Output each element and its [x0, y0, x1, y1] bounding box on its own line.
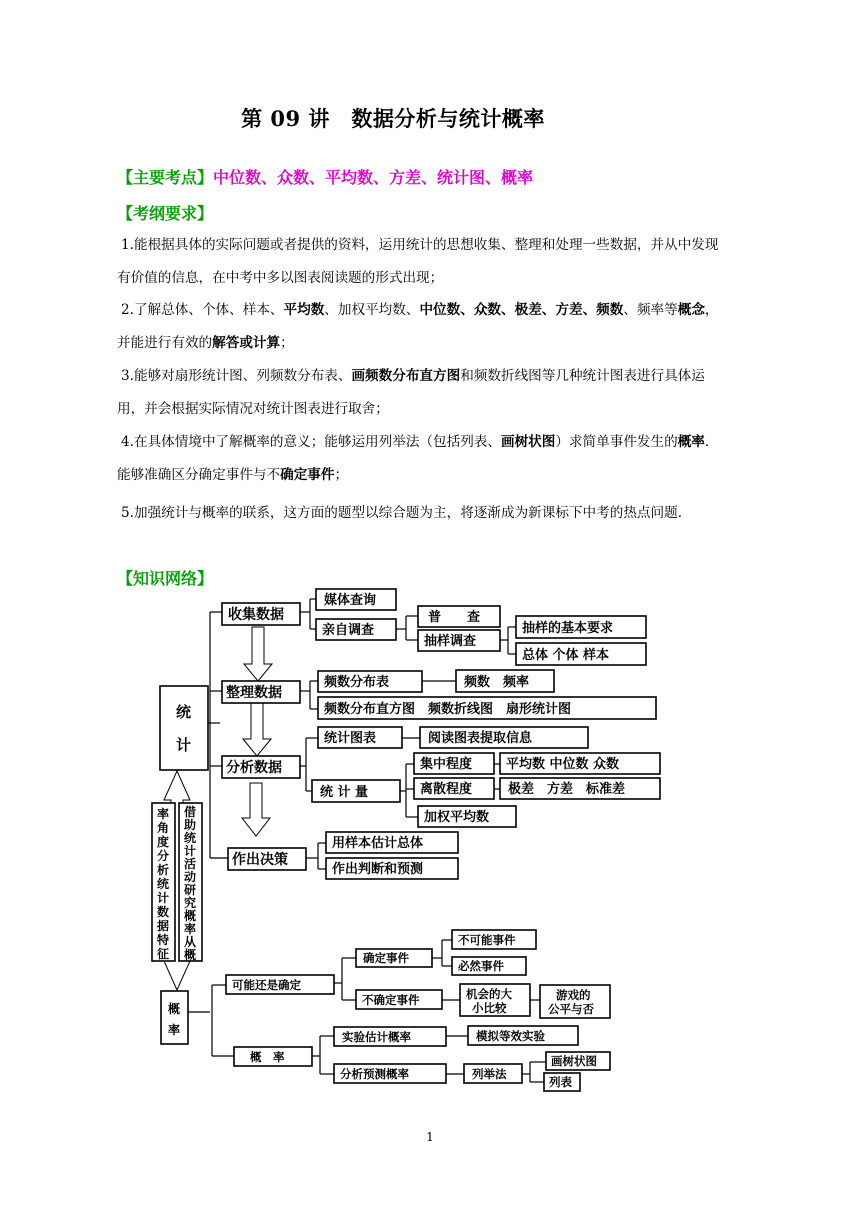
- node-freq-rate: [456, 670, 554, 692]
- central-label: 集中程度: [420, 757, 473, 772]
- certain-event-label: 确定事件: [363, 951, 409, 965]
- node-charts: [318, 697, 656, 719]
- exp-est-label: 实验估计概率: [342, 1030, 411, 1044]
- node-dispersion: [414, 778, 494, 799]
- req2-bold: 解答或计算: [212, 334, 281, 351]
- vchar: 概: [184, 909, 197, 923]
- analyze-pred-label: 分析预测概率: [340, 1067, 409, 1081]
- node-organize: [222, 681, 300, 703]
- vchar: 特: [157, 933, 170, 947]
- requirements-label: 【考纲要求】: [117, 204, 214, 223]
- tree-label: 画树状图: [551, 1054, 597, 1068]
- read-chart-label: 阅读图表提取信息: [428, 731, 533, 746]
- req2-text: ， 并能进行有效的: [117, 302, 726, 351]
- media-label: 媒体查询: [324, 593, 377, 608]
- impossible-label: 不可能事件: [458, 933, 516, 947]
- node-prob-label: [234, 1047, 312, 1066]
- node-impossible: [452, 930, 536, 949]
- node-chance: [460, 984, 530, 1016]
- req4-bold: 概率: [677, 434, 705, 450]
- stat-char: 统: [176, 703, 192, 721]
- req2-bold: 概念: [677, 302, 705, 318]
- vchar: 率: [157, 807, 170, 821]
- node-estimate: [326, 832, 458, 853]
- req4-bold: 确定事件: [280, 466, 335, 483]
- sampling-req-label: 抽样的基本要求: [522, 621, 614, 636]
- population-label: 总体 个体 样本: [522, 648, 610, 663]
- prob-label-text: 概 率: [250, 1050, 285, 1064]
- stat-qty-label: 统 计 量: [320, 785, 369, 800]
- node-analyze-pred: [334, 1064, 446, 1083]
- inevitable-label: 必然事件: [458, 959, 504, 973]
- vchar: 角: [157, 821, 170, 835]
- list-label: 列表: [549, 1075, 572, 1089]
- node-decide: [228, 848, 306, 870]
- node-population: [516, 643, 646, 665]
- right-vertical-note: [179, 803, 202, 962]
- vchar: 统: [184, 831, 197, 845]
- node-census: [418, 606, 500, 627]
- vchar: 分: [157, 849, 170, 863]
- page-number: 1: [426, 1130, 434, 1144]
- req2-bold: 中位数、众数、极差、方差、频数: [419, 302, 624, 318]
- node-spreads: [500, 778, 660, 799]
- req3-bold: 画频数分布直方图: [351, 368, 461, 384]
- node-possible: [226, 975, 334, 994]
- node-read-chart: [420, 727, 588, 748]
- stat-char: 计: [176, 736, 192, 754]
- node-media: [316, 589, 396, 610]
- requirement-1: 1.能根据具体的实际问题或者提供的资料，运用统计的思想收集、整理和处理一些数据，并从中发现有价值的信息，在中考中多以图表阅读题的形式出现；: [117, 237, 719, 286]
- req4-text: 4.在具体情境中了解概率的意义；能够运用列举法（包括列表、: [121, 434, 501, 450]
- vchar: 度: [157, 835, 170, 849]
- vchar: 征: [157, 947, 170, 961]
- estimate-label: 用样本估计总体: [332, 836, 424, 851]
- vchar: 研: [184, 883, 197, 897]
- node-central: [414, 753, 494, 774]
- req4-text: ．能够准确区分确定事件与不: [117, 434, 719, 483]
- freq-table-label: 频数分布表: [324, 675, 390, 690]
- vchar: 究: [184, 896, 197, 910]
- req2-text: 2.了解总体、个体、样本、: [121, 302, 284, 318]
- organize-label: 整理数据: [226, 685, 282, 701]
- spreads-label: 极差 方差 标准差: [508, 782, 626, 797]
- node-sampling: [418, 630, 500, 651]
- key-points-content: 中位数、众数、平均数、方差、统计图、概率: [213, 168, 534, 187]
- averages-label: 平均数 中位数 众数: [506, 757, 620, 772]
- vchar: 助: [184, 818, 197, 832]
- vchar: 动: [184, 870, 197, 884]
- node-certain-event: [356, 949, 432, 967]
- prob-char: 率: [168, 1023, 181, 1037]
- vchar: 从: [184, 935, 197, 949]
- flow-arrows: [242, 627, 272, 836]
- chance-label: 小比较: [472, 1001, 507, 1015]
- req3-text: 3.能够对扇形统计图、列频数分布表、: [121, 368, 352, 384]
- vchar: 活: [184, 857, 197, 871]
- down-arrow-icon: [244, 627, 272, 681]
- node-analyze: [222, 756, 300, 778]
- req4-text: ；: [334, 466, 349, 483]
- analyze-label: 分析数据: [226, 760, 282, 776]
- node-simulate: [468, 1026, 578, 1045]
- node-exp-est: [334, 1027, 446, 1046]
- requirement-5: 5.加强统计与概率的联系，这方面的题型以综合题为主，将逐渐成为新课标下中考的热点问题．: [121, 505, 692, 521]
- chance-label: 机会的大: [466, 987, 512, 1001]
- freq-rate-label: 频数 频率: [464, 675, 530, 690]
- node-uncertain: [356, 990, 442, 1009]
- req2-text: ；: [280, 334, 294, 351]
- charts-label: 频数分布直方图 频数折线图 扇形统计图: [324, 702, 572, 717]
- vchar: 计: [184, 844, 197, 858]
- decide-label: 作出决策: [232, 852, 288, 868]
- node-stat-qty: [312, 780, 400, 802]
- fair-label: 游戏的: [556, 988, 591, 1002]
- enum-label: 列举法: [472, 1067, 507, 1081]
- down-arrow-icon: [243, 703, 271, 756]
- req2-text: 、频率等: [623, 302, 678, 318]
- req4-text: ）求简单事件发生的: [555, 434, 678, 450]
- node-prob: [161, 991, 188, 1044]
- req3-text: 和频数折线图等几种统计图表进行具体运用，并会根据实际情况对统计图表进行取舍；: [117, 368, 705, 417]
- vchar: 统: [157, 877, 170, 891]
- node-enum: [464, 1064, 522, 1083]
- node-freq-table: [318, 671, 422, 692]
- vchar: 据: [157, 919, 170, 933]
- node-list: [544, 1073, 580, 1091]
- node-stat: [160, 686, 208, 770]
- node-fair: [540, 985, 610, 1018]
- node-stat-chart: [318, 727, 402, 748]
- personal-label: 亲自调查: [322, 623, 375, 638]
- weighted-label: 加权平均数: [424, 810, 490, 825]
- req4-bold: 画树状图: [501, 434, 556, 450]
- vchar: 析: [157, 863, 170, 877]
- vchar: 概: [184, 948, 197, 962]
- dispersion-label: 离散程度: [420, 782, 473, 797]
- vchar: 借: [184, 805, 197, 819]
- census-label: 普 查: [428, 610, 481, 625]
- prob-char: 概: [168, 1002, 181, 1016]
- collect-label: 收集数据: [228, 607, 284, 623]
- node-averages: [500, 753, 660, 774]
- node-weighted: [418, 806, 516, 827]
- stat-chart-label: 统计图表: [324, 731, 377, 746]
- page-title: 第 09 讲 数据分析与统计概率: [241, 106, 545, 131]
- judge-label: 作出判断和预测: [332, 862, 424, 877]
- node-inevitable: [452, 957, 526, 975]
- sampling-label: 抽样调查: [424, 634, 477, 649]
- vchar: 率: [184, 922, 197, 936]
- node-collect: [222, 603, 300, 625]
- node-judge: [326, 858, 458, 879]
- uncertain-label: 不确定事件: [362, 993, 420, 1007]
- key-points-label: 【主要考点】: [117, 168, 214, 187]
- node-personal: [316, 619, 396, 640]
- req2-bold: 平均数: [283, 302, 325, 318]
- simulate-label: 模拟等效实验: [476, 1029, 545, 1043]
- vchar: 计: [157, 891, 170, 905]
- possible-label: 可能还是确定: [232, 978, 301, 992]
- down-arrow-icon: [242, 783, 270, 836]
- vchar: 数: [157, 905, 170, 919]
- node-tree: [546, 1052, 610, 1070]
- fair-label: 公平与否: [548, 1002, 594, 1016]
- network-label: 【知识网络】: [117, 569, 214, 588]
- node-sampling-req: [516, 616, 646, 638]
- left-vertical-note: [152, 803, 175, 961]
- req2-text: 、加权平均数、: [324, 302, 420, 318]
